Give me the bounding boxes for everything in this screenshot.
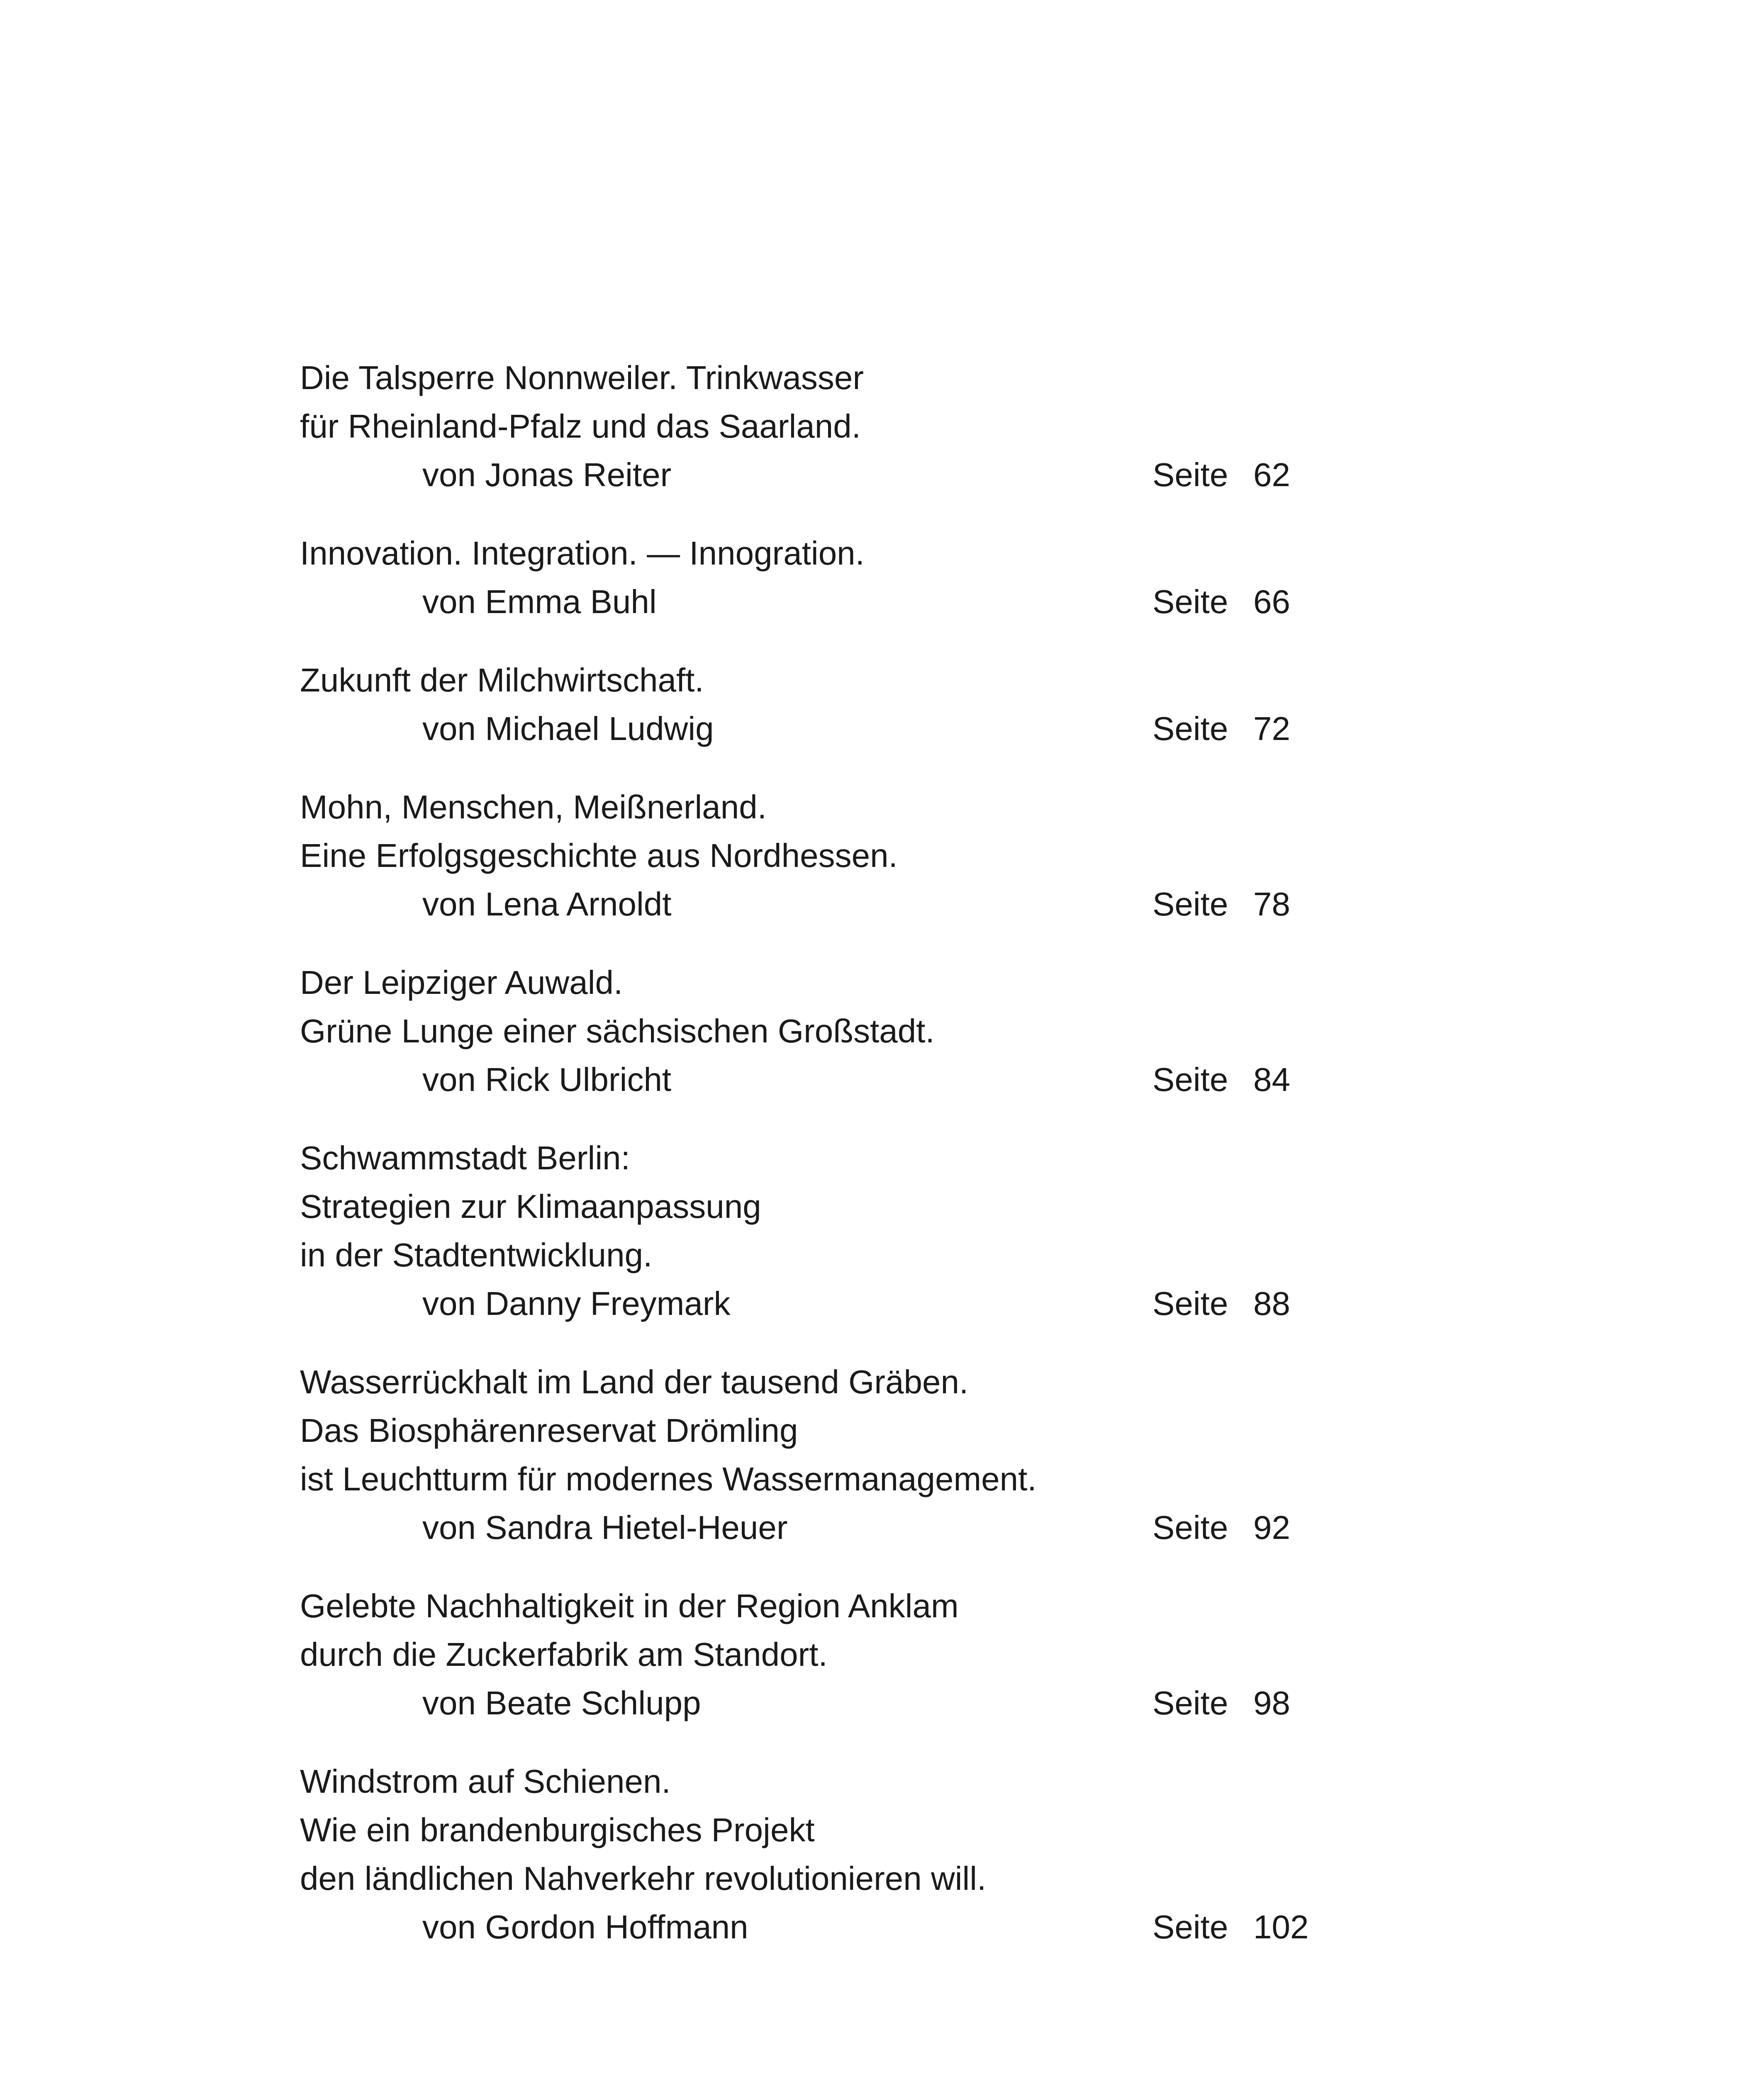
toc-entry-author: von Sandra Hietel-Heuer bbox=[422, 1509, 788, 1546]
toc-entry-byline bbox=[300, 450, 1420, 499]
toc-entry-author: von Emma Buhl bbox=[422, 583, 657, 620]
toc-entry-title-line: Windstrom auf Schienen. bbox=[300, 1763, 671, 1800]
toc-entry-page-label: Seite bbox=[1152, 1685, 1228, 1721]
toc-entry bbox=[300, 1134, 1420, 1328]
toc-entry-byline bbox=[300, 704, 1420, 753]
toc-entry-page-label: Seite bbox=[1152, 1285, 1228, 1322]
toc-entry-byline bbox=[300, 1679, 1420, 1727]
toc-entry bbox=[300, 958, 1420, 1104]
toc-entry-title-line: Zukunft der Milchwirtschaft. bbox=[300, 662, 704, 699]
toc-entry-title-line: ist Leuchtturm für modernes Wassermanagement. bbox=[300, 1461, 1037, 1497]
toc-entry-page-label: Seite bbox=[1152, 456, 1228, 493]
toc-entry-page-number: 98 bbox=[1253, 1685, 1290, 1721]
toc-entry-page-number: 92 bbox=[1253, 1509, 1290, 1546]
toc-entry-page-number: 72 bbox=[1253, 710, 1290, 747]
toc-entry-byline bbox=[300, 1279, 1420, 1328]
table-of-contents bbox=[300, 353, 1420, 1981]
toc-entry-title-line: Mohn, Menschen, Meißnerland. bbox=[300, 789, 767, 825]
toc-entry bbox=[300, 353, 1420, 499]
toc-entry bbox=[300, 1358, 1420, 1552]
toc-entry-author: von Michael Ludwig bbox=[422, 710, 714, 747]
toc-entry-page-label: Seite bbox=[1152, 886, 1228, 923]
toc-entry-page-label: Seite bbox=[1152, 1061, 1228, 1098]
toc-entry-title-line: Schwammstadt Berlin: bbox=[300, 1139, 630, 1176]
toc-entry-author: von Rick Ulbricht bbox=[422, 1061, 672, 1098]
toc-entry-author: von Lena Arnoldt bbox=[422, 886, 672, 923]
toc-entry bbox=[300, 1757, 1420, 1951]
toc-entry-byline bbox=[300, 577, 1420, 626]
toc-entry bbox=[300, 783, 1420, 928]
toc-entry-page-number: 62 bbox=[1253, 456, 1290, 493]
toc-entry-title-line: Wasserrückhalt im Land der tausend Gräben. bbox=[300, 1363, 969, 1400]
toc-entry-page-label: Seite bbox=[1152, 1509, 1228, 1546]
toc-entry-title-line: Innovation. Integration. — Innogration. bbox=[300, 535, 865, 572]
toc-entry-title-line: in der Stadtentwicklung. bbox=[300, 1237, 653, 1273]
toc-entry-title-line: für Rheinland-Pfalz und das Saarland. bbox=[300, 408, 861, 445]
toc-entry-title-line: Eine Erfolgsgeschichte aus Nordhessen. bbox=[300, 837, 898, 874]
toc-entry-page-label: Seite bbox=[1152, 1908, 1228, 1945]
toc-entry-title-line: Die Talsperre Nonnweiler. Trinkwasser bbox=[300, 359, 864, 396]
toc-entry-author: von Beate Schlupp bbox=[422, 1685, 701, 1721]
toc-entry-title-line: den ländlichen Nahverkehr revolutionieren will. bbox=[300, 1860, 987, 1897]
toc-entry-page-number: 88 bbox=[1253, 1285, 1290, 1322]
toc-entry-author: von Gordon Hoffmann bbox=[422, 1908, 748, 1945]
toc-entry-byline bbox=[300, 1055, 1420, 1104]
toc-entry-title-line: Strategien zur Klimaanpassung bbox=[300, 1188, 761, 1225]
toc-entry-title-line: durch die Zuckerfabrik am Standort. bbox=[300, 1636, 828, 1673]
toc-entry-page-number: 102 bbox=[1253, 1908, 1309, 1945]
toc-entry bbox=[300, 529, 1420, 626]
toc-entry-page-number: 66 bbox=[1253, 583, 1290, 620]
toc-entry-page-label: Seite bbox=[1152, 583, 1228, 620]
toc-entry-title-line: Gelebte Nachhaltigkeit in der Region Anklam bbox=[300, 1587, 959, 1624]
toc-entry-page-number: 84 bbox=[1253, 1061, 1290, 1098]
toc-entry-byline bbox=[300, 880, 1420, 928]
toc-entry bbox=[300, 656, 1420, 753]
toc-entry bbox=[300, 1582, 1420, 1727]
toc-entry-title-line: Das Biosphärenreservat Drömling bbox=[300, 1412, 798, 1449]
toc-entry-page-label: Seite bbox=[1152, 710, 1228, 747]
toc-entry-author: von Jonas Reiter bbox=[422, 456, 672, 493]
toc-entry-title-line: Grüne Lunge einer sächsischen Großstadt. bbox=[300, 1013, 935, 1049]
toc-entry-byline bbox=[300, 1503, 1420, 1552]
toc-entry-page-number: 78 bbox=[1253, 886, 1290, 923]
toc-entry-title-line: Wie ein brandenburgisches Projekt bbox=[300, 1811, 815, 1848]
toc-entry-byline bbox=[300, 1903, 1420, 1951]
toc-entry-author: von Danny Freymark bbox=[422, 1285, 731, 1322]
toc-entry-title-line: Der Leipziger Auwald. bbox=[300, 964, 623, 1001]
